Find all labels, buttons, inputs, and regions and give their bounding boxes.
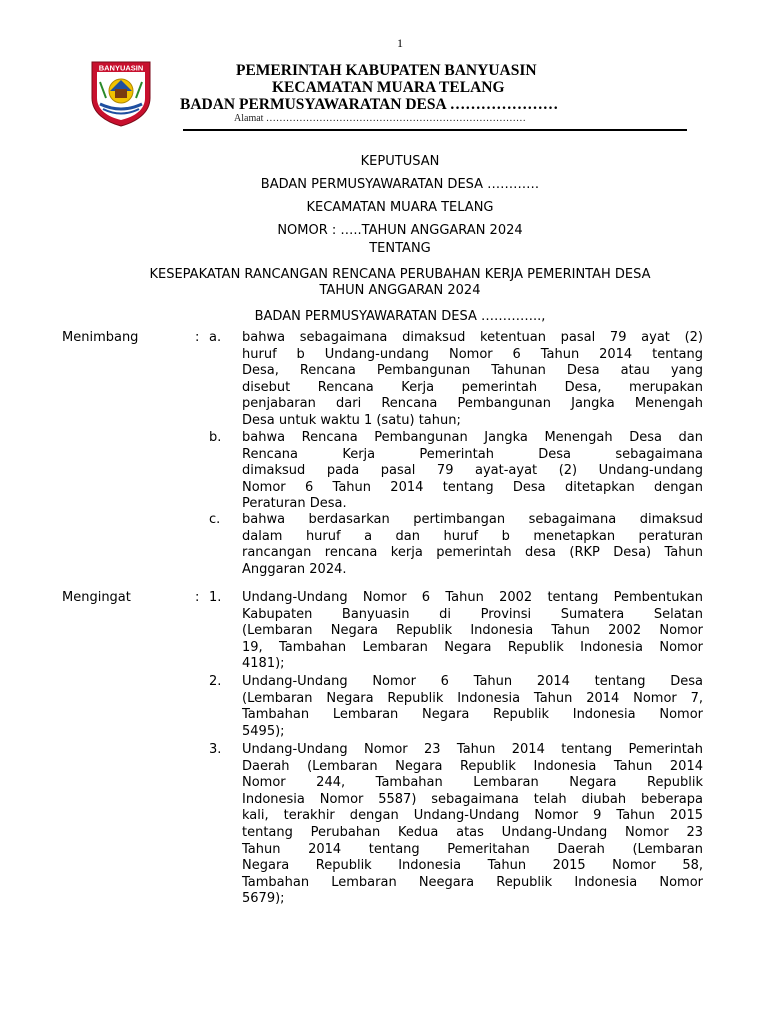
text-line: Indonesia Nomor 5587) sebagaimana telah diubah beberapa bbox=[242, 791, 703, 807]
title-nomor: NOMOR : …..TAHUN ANGGARAN 2024 bbox=[277, 223, 523, 238]
section-menimbang bbox=[62, 330, 712, 580]
text-line: Daerah (Lembaran Negara Republik Indonesia Tahun 2014 bbox=[242, 758, 703, 774]
text-line: Rencana Kerja Pemerintah Desa sebagaimana bbox=[242, 446, 703, 462]
text-line: Nomor 244, Tambahan Lembaran Negara Republik bbox=[242, 775, 703, 791]
text-line: Undang-Undang Nomor 23 Tahun 2014 tentang Pemerintah bbox=[242, 742, 703, 757]
title-tentang: TENTANG bbox=[369, 241, 431, 256]
list-item-marker: 3. bbox=[209, 742, 222, 757]
text-line: bahwa sebagaimana dimaksud ketentuan pasal 79 ayat (2) bbox=[242, 330, 703, 345]
text-line: Negara Republik Indonesia Tahun 2015 Nomor 58, bbox=[242, 858, 703, 874]
text-line: Tahun 2014 tentang Pemeritahan Daerah (Lembaran bbox=[242, 841, 703, 857]
text-line: bahwa berdasarkan pertimbangan sebagaimana dimaksud bbox=[242, 512, 703, 527]
list-item-text bbox=[242, 330, 703, 430]
letterhead-line-2: KECAMATAN MUARA TELANG bbox=[272, 79, 505, 96]
text-line: 5495); bbox=[242, 723, 285, 739]
text-line: penjabaran dari Rencana Pembangunan Jangka Menengah bbox=[242, 396, 703, 412]
title-body: BADAN PERMUSYAWARATAN DESA ………… bbox=[260, 177, 540, 192]
section-label: Menimbang bbox=[62, 330, 139, 345]
list-item-marker: b. bbox=[209, 430, 222, 445]
text-line: Undang-Undang Nomor 6 Tahun 2014 tentang Desa bbox=[242, 674, 703, 689]
text-line: Peraturan Desa. bbox=[242, 496, 347, 512]
list-item-text bbox=[242, 674, 703, 740]
text-line: rancangan rencana kerja pemerintah desa (RKP Desa) Tahun bbox=[242, 545, 703, 561]
text-line: dimaksud pada pasal 79 ayat-ayat (2) Undang-undang bbox=[242, 463, 703, 479]
list-item-text bbox=[242, 742, 703, 908]
letterhead-line-3: BADAN PERMUSYAWARATAN DESA ………………… bbox=[180, 96, 559, 113]
text-line: Desa untuk waktu 1 (satu) tahun; bbox=[242, 412, 461, 428]
title-subject-line-1: KESEPAKATAN RANCANGAN RENCANA PERUBAHAN KERJA PEMERINTAH DESA bbox=[149, 267, 651, 282]
text-line: Anggaran 2024. bbox=[242, 561, 347, 577]
section-colon: : bbox=[195, 590, 200, 605]
text-line: Tambahan Lembaran Negara Republik Indonesia Nomor bbox=[242, 707, 703, 723]
list-item-marker: 2. bbox=[209, 674, 222, 689]
text-line: dalam huruf a dan huruf b menetapkan peraturan bbox=[242, 528, 703, 544]
letterhead-address: Alamat …………………………………………………………………… bbox=[234, 113, 526, 124]
text-line: (Lembaran Negara Republik Indonesia Tahun 2002 Nomor bbox=[242, 623, 703, 639]
text-line: 5679); bbox=[242, 891, 285, 907]
letterhead-line-1: PEMERINTAH KABUPATEN BANYUASIN bbox=[236, 62, 537, 79]
banyuasin-logo bbox=[86, 58, 156, 128]
section-label: Mengingat bbox=[62, 590, 131, 605]
text-line: Nomor 6 Tahun 2014 tentang Desa ditetapkan dengan bbox=[242, 479, 703, 495]
text-line: disebut Rencana Kerja pemerintah Desa, merupakan bbox=[242, 379, 703, 395]
letterhead-divider bbox=[183, 129, 687, 131]
text-line: 4181); bbox=[242, 656, 285, 672]
list-item-marker: a. bbox=[209, 330, 222, 345]
list-item-marker: c. bbox=[209, 512, 221, 527]
title-issuer: BADAN PERMUSYAWARATAN DESA ………….., bbox=[254, 309, 546, 324]
text-line: kali, terakhir dengan Undang-Undang Nomor 9 Tahun 2015 bbox=[242, 808, 703, 824]
title-kecamatan: KECAMATAN MUARA TELANG bbox=[306, 200, 494, 215]
text-line: 19, Tambahan Lembaran Negara Republik Indonesia Nomor bbox=[242, 639, 703, 655]
list-item-text bbox=[242, 512, 703, 578]
logo-text: BANYUASIN bbox=[98, 63, 144, 73]
text-line: Desa, Rencana Pembangunan Tahunan Desa atau yang bbox=[242, 363, 703, 379]
text-line: huruf b Undang-undang Nomor 6 Tahun 2014 tentang bbox=[242, 346, 703, 362]
text-line: Tambahan Lembaran Neegara Republik Indonesia Nomor bbox=[242, 874, 703, 890]
page-number: 1 bbox=[397, 36, 403, 50]
list-item-marker: 1. bbox=[209, 590, 222, 605]
text-line: Kabupaten Banyuasin di Provinsi Sumatera Selatan bbox=[242, 606, 703, 622]
decree-title-block bbox=[90, 154, 710, 325]
text-line: bahwa Rencana Pembangunan Jangka Menengah Desa dan bbox=[242, 430, 703, 445]
list-item-text bbox=[242, 590, 703, 673]
text-line: Undang-Undang Nomor 6 Tahun 2002 tentang Pembentukan bbox=[242, 590, 703, 605]
letterhead bbox=[180, 62, 640, 125]
text-line: tentang Perubahan Kedua atas Undang-Undang Nomor 23 bbox=[242, 824, 703, 840]
text-line: (Lembaran Negara Republik Indonesia Tahun 2014 Nomor 7, bbox=[242, 690, 703, 706]
section-mengingat bbox=[62, 590, 712, 920]
title-subject-line-2: TAHUN ANGGARAN 2024 bbox=[319, 283, 481, 298]
section-colon: : bbox=[195, 330, 200, 345]
title-keputusan: KEPUTUSAN bbox=[360, 154, 440, 169]
list-item-text bbox=[242, 430, 703, 513]
